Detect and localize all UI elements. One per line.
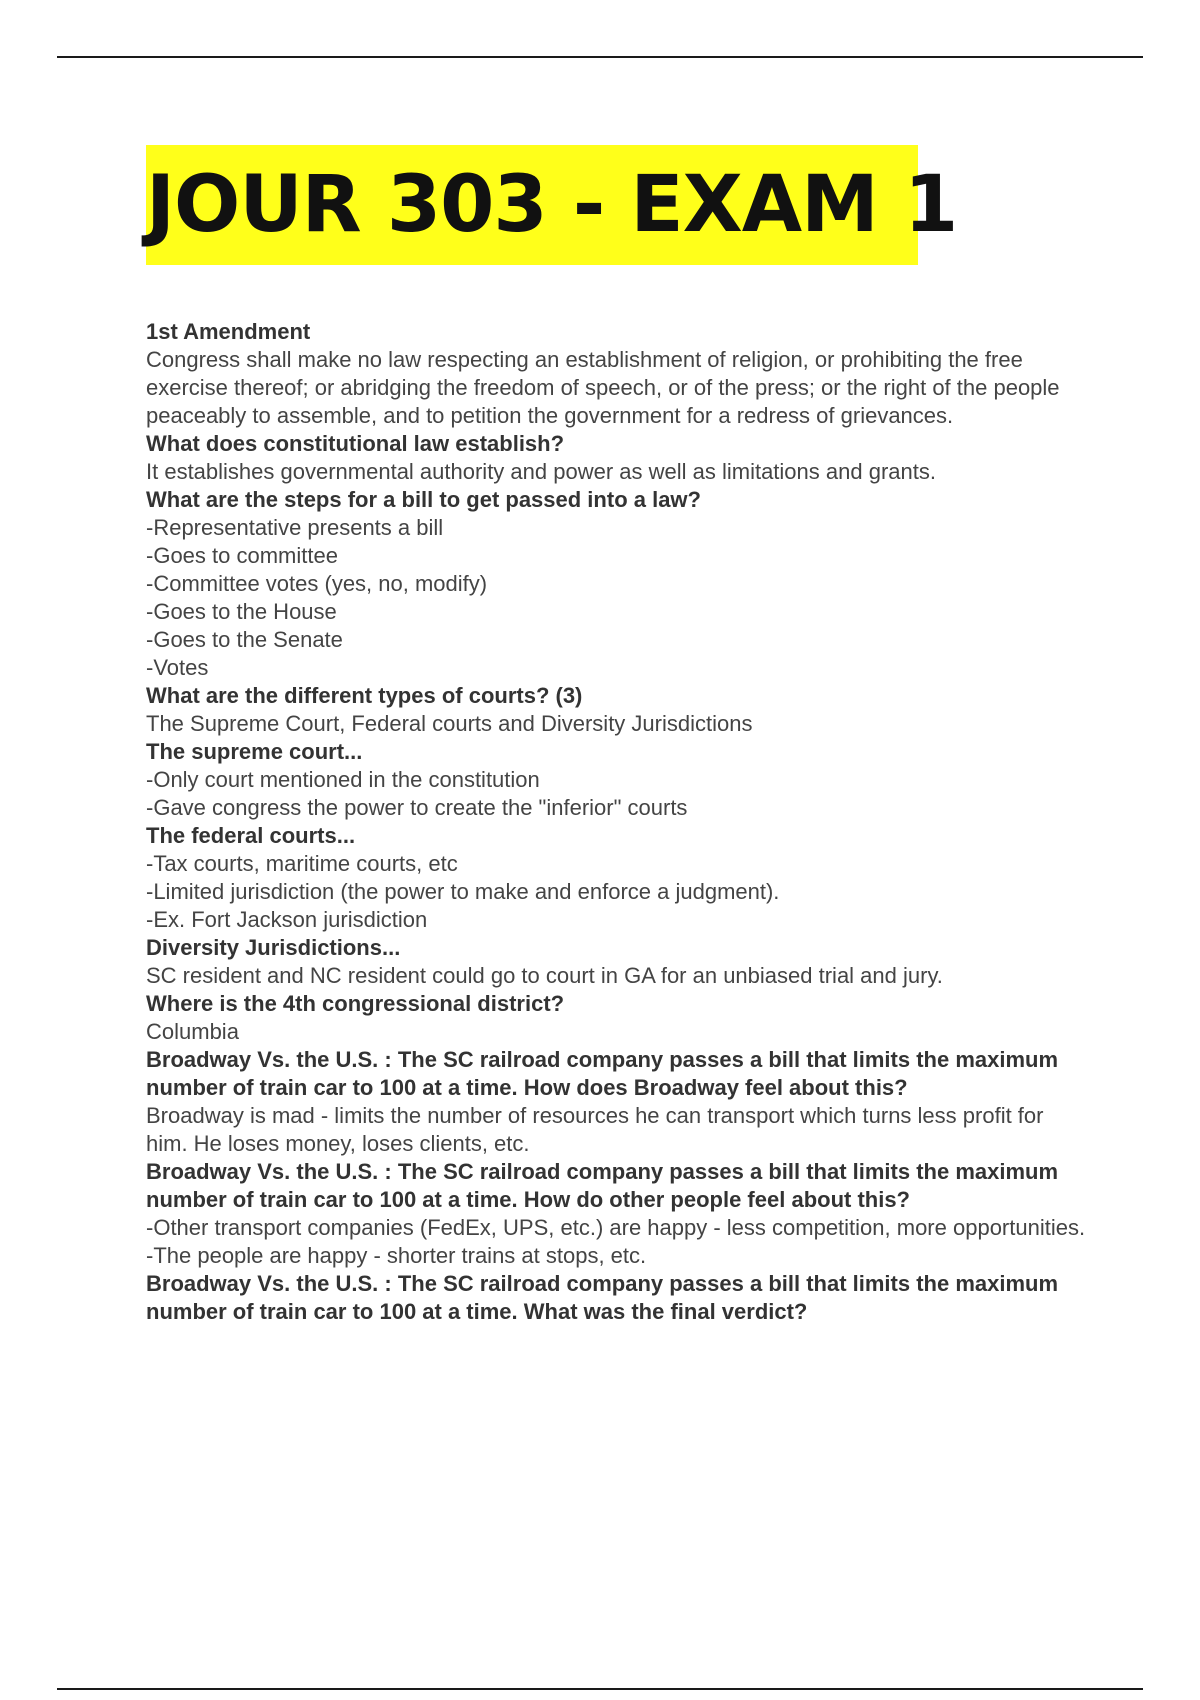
answer: SC resident and NC resident could go to court in GA for an unbiased trial and jury.	[146, 963, 943, 988]
qa-entry	[146, 430, 1086, 486]
answer-line: -Only court mentioned in the constitution	[146, 767, 540, 792]
answer	[146, 850, 1086, 934]
question: What are the steps for a bill to get passed into a law?	[146, 487, 701, 512]
qa-entry	[146, 1046, 1086, 1158]
answer-line: -Goes to committee	[146, 543, 338, 568]
answer-line: -The people are happy - shorter trains at stops, etc.	[146, 1243, 647, 1268]
qa-entry	[146, 822, 1086, 934]
answer-line: -Votes	[146, 655, 209, 680]
qa-entry	[146, 1158, 1086, 1270]
question: Broadway Vs. the U.S. : The SC railroad company passes a bill that limits the maximum number of train car to 100 at a time. How does Broadway feel about this?	[146, 1047, 1059, 1100]
question: The supreme court...	[146, 739, 363, 764]
answer: Columbia	[146, 1019, 239, 1044]
answer-line: -Ex. Fort Jackson jurisdiction	[146, 907, 428, 932]
question: Diversity Jurisdictions...	[146, 935, 401, 960]
answer: The Supreme Court, Federal courts and Diversity Jurisdictions	[146, 711, 753, 736]
answer: It establishes governmental authority and power as well as limitations and grants.	[146, 459, 936, 484]
answer	[146, 1214, 1086, 1270]
answer-line: -Goes to the Senate	[146, 627, 343, 652]
qa-entry	[146, 1270, 1086, 1326]
bottom-rule	[57, 1688, 1143, 1690]
answer: Congress shall make no law respecting an establishment of religion, or prohibiting the free exercise thereof; or abridging the freedom of speech, or of the press; or the right of the people peaceably to assemble, and to petition the government for a redress of grievances.	[146, 347, 1060, 428]
qa-entry	[146, 738, 1086, 822]
answer-line: -Tax courts, maritime courts, etc	[146, 851, 458, 876]
page-title: JOUR 303 - EXAM 1	[146, 160, 958, 250]
question: The federal courts...	[146, 823, 356, 848]
answer-line: -Goes to the House	[146, 599, 337, 624]
answer	[146, 766, 1086, 822]
qa-entry	[146, 990, 1086, 1046]
qa-entry	[146, 934, 1086, 990]
qa-entry	[146, 682, 1086, 738]
answer-line: -Representative presents a bill	[146, 515, 444, 540]
answer-line: -Other transport companies (FedEx, UPS, etc.) are happy - less competition, more opportunities.	[146, 1215, 1086, 1240]
answer-line: -Committee votes (yes, no, modify)	[146, 571, 488, 596]
qa-entry	[146, 318, 1086, 430]
question: What does constitutional law establish?	[146, 431, 565, 456]
qa-entry	[146, 486, 1086, 682]
answer-line: -Gave congress the power to create the "inferior" courts	[146, 795, 688, 820]
answer-line: -Limited jurisdiction (the power to make and enforce a judgment).	[146, 879, 780, 904]
answer: Broadway is mad - limits the number of resources he can transport which turns less profit for him. He loses money, loses clients, etc.	[146, 1103, 1044, 1156]
study-content	[146, 318, 1086, 1326]
answer	[146, 514, 1086, 682]
top-rule	[57, 56, 1143, 58]
question: Broadway Vs. the U.S. : The SC railroad company passes a bill that limits the maximum number of train car to 100 at a time. What was the final verdict?	[146, 1271, 1059, 1324]
question: Broadway Vs. the U.S. : The SC railroad company passes a bill that limits the maximum number of train car to 100 at a time. How do other people feel about this?	[146, 1159, 1059, 1212]
question: Where is the 4th congressional district?	[146, 991, 565, 1016]
question: What are the different types of courts? (3)	[146, 683, 583, 708]
question: 1st Amendment	[146, 319, 311, 344]
